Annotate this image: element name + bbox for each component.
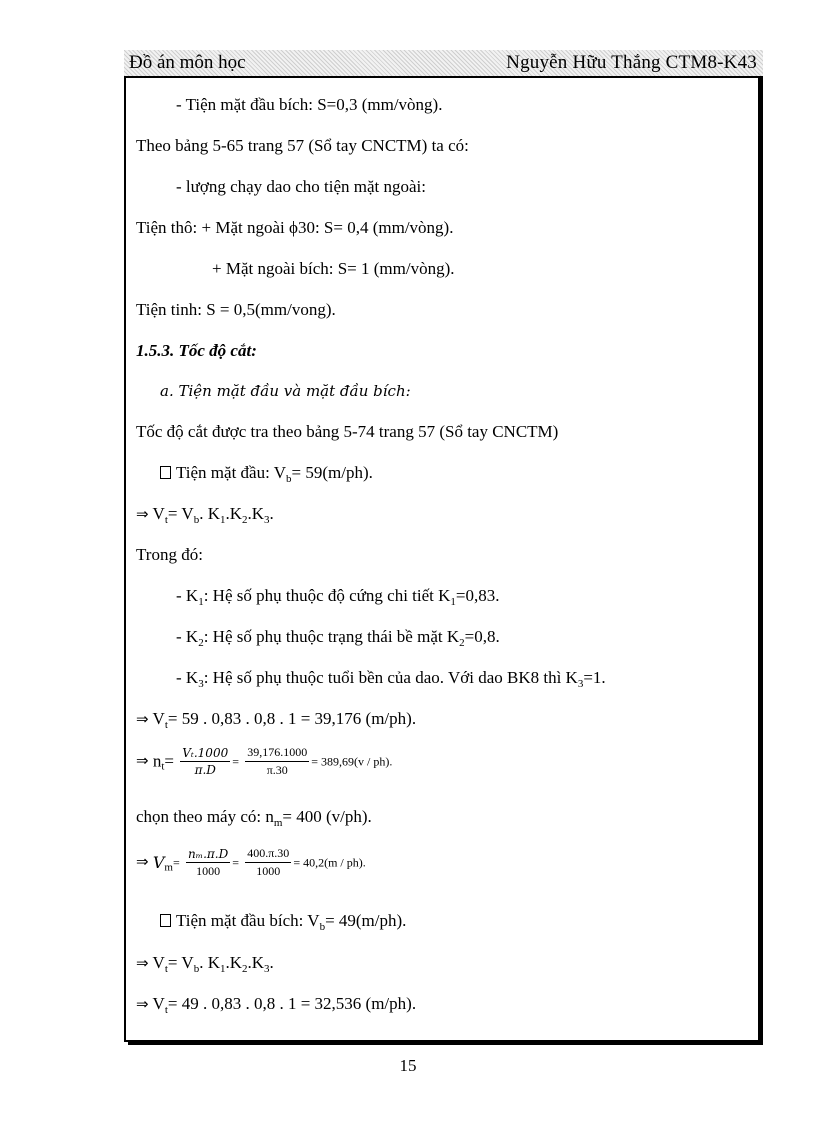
text-span: = [232,754,239,769]
fraction [180,746,230,777]
text-span: n [152,751,162,771]
fraction-denominator: π.D [194,763,216,777]
text-span: V [152,853,165,872]
formula-line [136,745,392,778]
text-span: =0,83. [455,586,500,605]
implies-arrow-icon: ⇒ [136,954,149,972]
subscript: b [193,963,200,975]
text-span: . [269,953,274,972]
text-line [176,627,500,647]
implies-arrow-icon: ⇒ [136,852,149,871]
subscript: 2 [242,514,248,526]
subscript: 1 [450,596,456,608]
implies-arrow-icon: ⇒ [136,710,149,728]
text-line: Tiện thô: + Mặt ngoài ϕ30: S= 0,4 (mm/vòng). [136,218,454,237]
subscript: 3 [264,514,270,526]
fraction-numerator: 400.π.30 [245,846,291,863]
text-span: = 49 . 0,83 . 0,8 . 1 = 32,536 (m/ph). [167,994,417,1013]
subscript: t [164,514,168,526]
subscript: m [273,817,283,829]
subscript: 1 [198,596,204,608]
text-span: - K [176,586,199,605]
text-span: . [225,953,230,972]
text-span: . K [199,504,220,523]
header-left-title: Đồ án môn học [129,52,246,73]
text-line: - Tiện mặt đầu bích: S=0,3 (mm/vòng). [176,95,443,114]
text-span: = 59 . 0,83 . 0,8 . 1 = 39,176 (m/ph). [167,709,417,728]
text-span: V [152,504,165,523]
page-header [124,50,763,78]
subscript: 1 [219,963,226,975]
formula-line [136,709,416,729]
text-line: + Mặt ngoài bích: S= 1 (mm/vòng). [212,259,455,278]
fraction-denominator: π.30 [266,763,288,777]
formula-line: ⇒ $V_t= V_b$. $K_1.K_2.K_3$. [136,953,274,975]
text-line [176,586,500,606]
text-span: = 400 (v/ph). [282,807,372,826]
text-span: chọn theo máy có: n [136,807,274,826]
subscript: 3 [198,678,204,690]
fraction-denominator: 1000 [256,864,281,878]
subscript: t [164,719,168,731]
text-span: . [269,504,274,523]
fraction-numerator: Vₜ.1000 [182,746,229,760]
frame-shadow-right [760,78,763,1045]
fraction [186,847,230,879]
text-span: = V [167,504,194,523]
subscript: 3 [577,678,584,690]
subscript: t [161,760,165,773]
formula-line [136,846,366,879]
text-span: = 49(m/ph). [325,911,407,930]
text-span: Tiện mặt đầu: V [176,463,287,482]
bullet-box-icon [160,466,171,479]
fraction-numerator: nₘ.π.D [187,846,229,861]
bullet-box-icon [160,914,171,927]
text-span: : Hệ số phụ thuộc tuổi bền của dao. Với dao BK8 thì K [203,668,578,687]
text-span: = 389,69(v / ph). [311,754,393,769]
text-line: Tốc độ cắt được tra theo bảng 5-74 trang 57 (Sổ tay CNCTM) [136,422,559,441]
fraction [245,745,309,778]
subscript: 2 [242,963,248,975]
subscript: t [164,963,168,975]
text-span: =0,8. [464,627,500,646]
formula-line: ⇒ $V_t= V_b$. $K_1.K_2.K_3$. [136,504,274,526]
fraction-denominator: 1000 [196,863,221,878]
text-span: = [172,855,180,870]
text-span: - K [176,627,199,646]
text-span: . K [199,953,220,972]
subscript: b [319,921,326,933]
text-line: Theo bảng 5-65 trang 57 (Sổ tay CNCTM) ta có: [136,136,469,155]
subscript: m [164,861,173,874]
text-span: =1. [583,668,606,687]
implies-arrow-icon: ⇒ [136,751,149,770]
implies-arrow-icon: ⇒ [136,995,149,1013]
text-span: : Hệ số phụ thuộc độ cứng chi tiết K [203,586,451,605]
text-span: Tiện mặt đầu bích: V [176,911,320,930]
text-span: = [164,751,174,771]
text-line: Tiện tinh: S = 0,5(mm/vong). [136,300,336,319]
subscript: b [286,473,292,485]
text-span: = 59(m/ph). [291,463,373,482]
text-span: V [152,994,165,1013]
section-heading: 1.5.3. Tốc độ cắt: [136,341,257,360]
subscript: t [164,1004,168,1016]
text-line [176,668,606,688]
subscript: 2 [459,637,465,649]
text-span: . [247,953,252,972]
subscript: 2 [198,637,204,649]
frame-shadow-bottom [128,1042,763,1045]
fraction-numerator: 39,176.1000 [245,745,309,762]
text-span: = [232,855,239,870]
text-line: Trong đó: [136,545,203,564]
formula-line [136,994,416,1014]
text-span: . [225,504,230,523]
formula-line [160,463,373,483]
text-span: V [152,953,165,972]
text-span: = 40,2(m / ph). [293,855,366,870]
text-span: : Hệ số phụ thuộc trạng thái bề mặt K [203,627,460,646]
header-author: Nguyễn Hữu Thắng CTM8-K43 [506,52,757,73]
subscript: 3 [264,963,270,975]
subsection-heading: a. Tiện mặt đầu và mặt đầu bích: [160,382,411,400]
page-number: 15 [399,1056,417,1075]
text-line: - lượng chạy dao cho tiện mặt ngoài: [176,177,426,196]
subscript: b [193,514,200,526]
text-span: - K [176,668,199,687]
fraction [245,846,291,879]
text-span: . [247,504,252,523]
formula-line [160,911,406,931]
subscript: 1 [219,514,226,526]
text-span: = V [167,953,194,972]
text-span: V [152,709,165,728]
text-line [136,807,372,827]
implies-arrow-icon: ⇒ [136,505,149,523]
